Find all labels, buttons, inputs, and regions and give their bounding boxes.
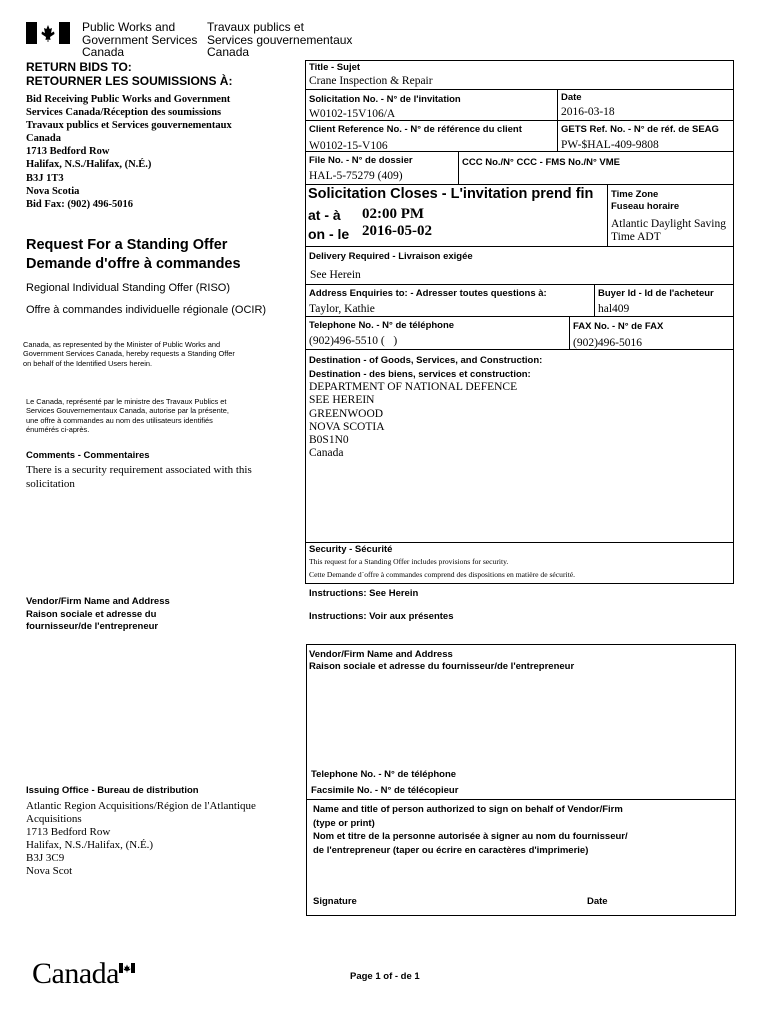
- title-value: Crane Inspection & Repair: [309, 75, 433, 87]
- ccc-fms-label: CCC No./N° CCC - FMS No./N° VME: [462, 157, 621, 168]
- security-text-en: This request for a Standing Offer includes provisions for security.: [309, 557, 509, 566]
- vendor-facsimile-label: Facsimile No. - N° de télécopieur: [311, 785, 459, 796]
- address-enquiries-label: Address Enquiries to: - Adresser toutes questions à:: [309, 288, 547, 299]
- form-border-top: [305, 60, 734, 61]
- issuing-office-address: Atlantic Region Acquisitions/Région de l'Atlantique Acquisitions 1713 Bedford Row Halifax, N.S./Halifax, (N.É.) B3J 3C9 Nova Scot: [26, 800, 256, 877]
- closing-date-value: 2016-05-02: [362, 223, 432, 239]
- time-zone-label: Time Zone Fuseau horaire: [611, 189, 680, 212]
- gets-reference-value: PW-$HAL-409-9808: [561, 139, 659, 151]
- ocir-label: Offre à commandes individuelle régionale (OCIR): [26, 304, 267, 316]
- security-text-fr: Cette Demande d`offre à commandes comprend des dispositions en matière de sécurité.: [309, 570, 575, 579]
- gets-reference-label: GETS Ref. No. - N° de réf. de SEAG: [561, 124, 719, 135]
- title-label: Title - Sujet: [309, 62, 361, 73]
- canada-request-statement-fr: Le Canada, représenté par le ministre des Travaux Publics et Services Gouvernementaux Canada, autorise par la présente, une offre à commandes au nom des utilisateurs identifiés énumérés ci-après.: [26, 397, 229, 435]
- date-label: Date: [561, 92, 582, 103]
- instructions-en: Instructions: See Herein: [309, 588, 419, 599]
- buyer-id-value: hal409: [598, 303, 630, 315]
- closing-time-value: 02:00 PM: [362, 206, 425, 222]
- form-border-left: [305, 60, 306, 543]
- signature-label: Signature: [313, 896, 357, 907]
- canada-wordmark: Canada: [32, 957, 119, 990]
- solicitation-number-label: Solicitation No. - N° de l'invitation: [309, 94, 461, 105]
- canada-request-statement-en: Canada, as represented by the Minister of Public Works and Government Services Canada, hereby requests a Standing Offer on behalf of the Identified Users herein.: [23, 340, 235, 368]
- solicitation-closes-title: Solicitation Closes - L'invitation prend fin: [308, 186, 594, 202]
- department-name-fr: Travaux publics et Services gouvernementaux Canada: [207, 20, 353, 59]
- form-border-right: [733, 60, 734, 543]
- bid-receiving-address: Bid Receiving Public Works and Government Services Canada/Réception des soumissions Travaux publics et Services gouvernementaux Canada 1713 Bedford Row Halifax, N.S./Halifax, (N.É.) B3J 1T3 Nova Scotia Bid Fax: (902) 496-5016: [26, 94, 232, 210]
- canada-flag-logo: [26, 22, 70, 44]
- instructions-fr: Instructions: Voir aux présentes: [309, 611, 454, 622]
- file-number-label: File No. - N° de dossier: [309, 155, 413, 166]
- canada-wordmark-flag: [119, 960, 135, 970]
- comments-label: Comments - Commentaires: [26, 450, 150, 461]
- security-label: Security - Sécurité: [309, 544, 393, 555]
- vendor-box-label: Vendor/Firm Name and Address Raison sociale et adresse du fournisseur/de l'entrepreneur: [309, 649, 575, 672]
- delivery-required-value: See Herein: [310, 269, 361, 281]
- comments-text: There is a security requirement associated with this solicitation: [26, 464, 252, 490]
- solicitation-number-value: W0102-15V106/A: [309, 108, 396, 120]
- riso-label: Regional Individual Standing Offer (RISO): [26, 282, 231, 294]
- request-title: Request For a Standing Offer Demande d'offre à commandes: [26, 237, 241, 272]
- closing-time-label: at - à: [308, 207, 341, 223]
- delivery-required-label: Delivery Required - Livraison exigée: [309, 251, 473, 262]
- closing-date-label: on - le: [308, 226, 350, 242]
- telephone-value: (902)496-5510 ( ): [309, 335, 398, 347]
- department-name-en: Public Works and Government Services Canada: [82, 20, 198, 59]
- destination-value: DEPARTMENT OF NATIONAL DEFENCE SEE HEREIN GREENWOOD NOVA SCOTIA B0S1N0 Canada: [309, 381, 518, 460]
- fax-value: (902)496-5016: [573, 337, 642, 349]
- date-value: 2016-03-18: [561, 106, 615, 118]
- return-bids-heading: RETURN BIDS TO: RETOURNER LES SOUMISSIONS À:: [26, 60, 233, 88]
- issuing-office-label: Issuing Office - Bureau de distribution: [26, 785, 199, 796]
- fax-label: FAX No. - N° de FAX: [573, 321, 664, 332]
- telephone-label: Telephone No. - N° de téléphone: [309, 320, 455, 331]
- signature-date-label: Date: [587, 896, 608, 907]
- authorized-person-label: Name and title of person authorized to sign on behalf of Vendor/Firm (type or print) Nom et titre de la personne autorisée à signer au nom du fournisseur/ de l'entrepreneur (taper ou écrire en caractères d'imprimerie): [313, 804, 628, 856]
- file-number-value: HAL-5-75279 (409): [309, 170, 403, 182]
- page-number: Page 1 of - de 1: [350, 971, 420, 982]
- vendor-firm-label: Vendor/Firm Name and Address Raison sociale et adresse du fournisseur/de l'entrepreneur: [26, 596, 170, 632]
- client-reference-value: W0102-15-V106: [309, 140, 388, 152]
- time-zone-value: Atlantic Daylight Saving Time ADT: [611, 218, 726, 243]
- vendor-telephone-label: Telephone No. - N° de téléphone: [311, 769, 457, 780]
- address-enquiries-value: Taylor, Kathie: [309, 303, 375, 315]
- destination-label: Destination - of Goods, Services, and Construction: Destination - des biens, services et construction:: [309, 355, 543, 380]
- client-reference-label: Client Reference No. - N° de référence du client: [309, 124, 522, 135]
- buyer-id-label: Buyer Id - Id de l'acheteur: [598, 288, 714, 299]
